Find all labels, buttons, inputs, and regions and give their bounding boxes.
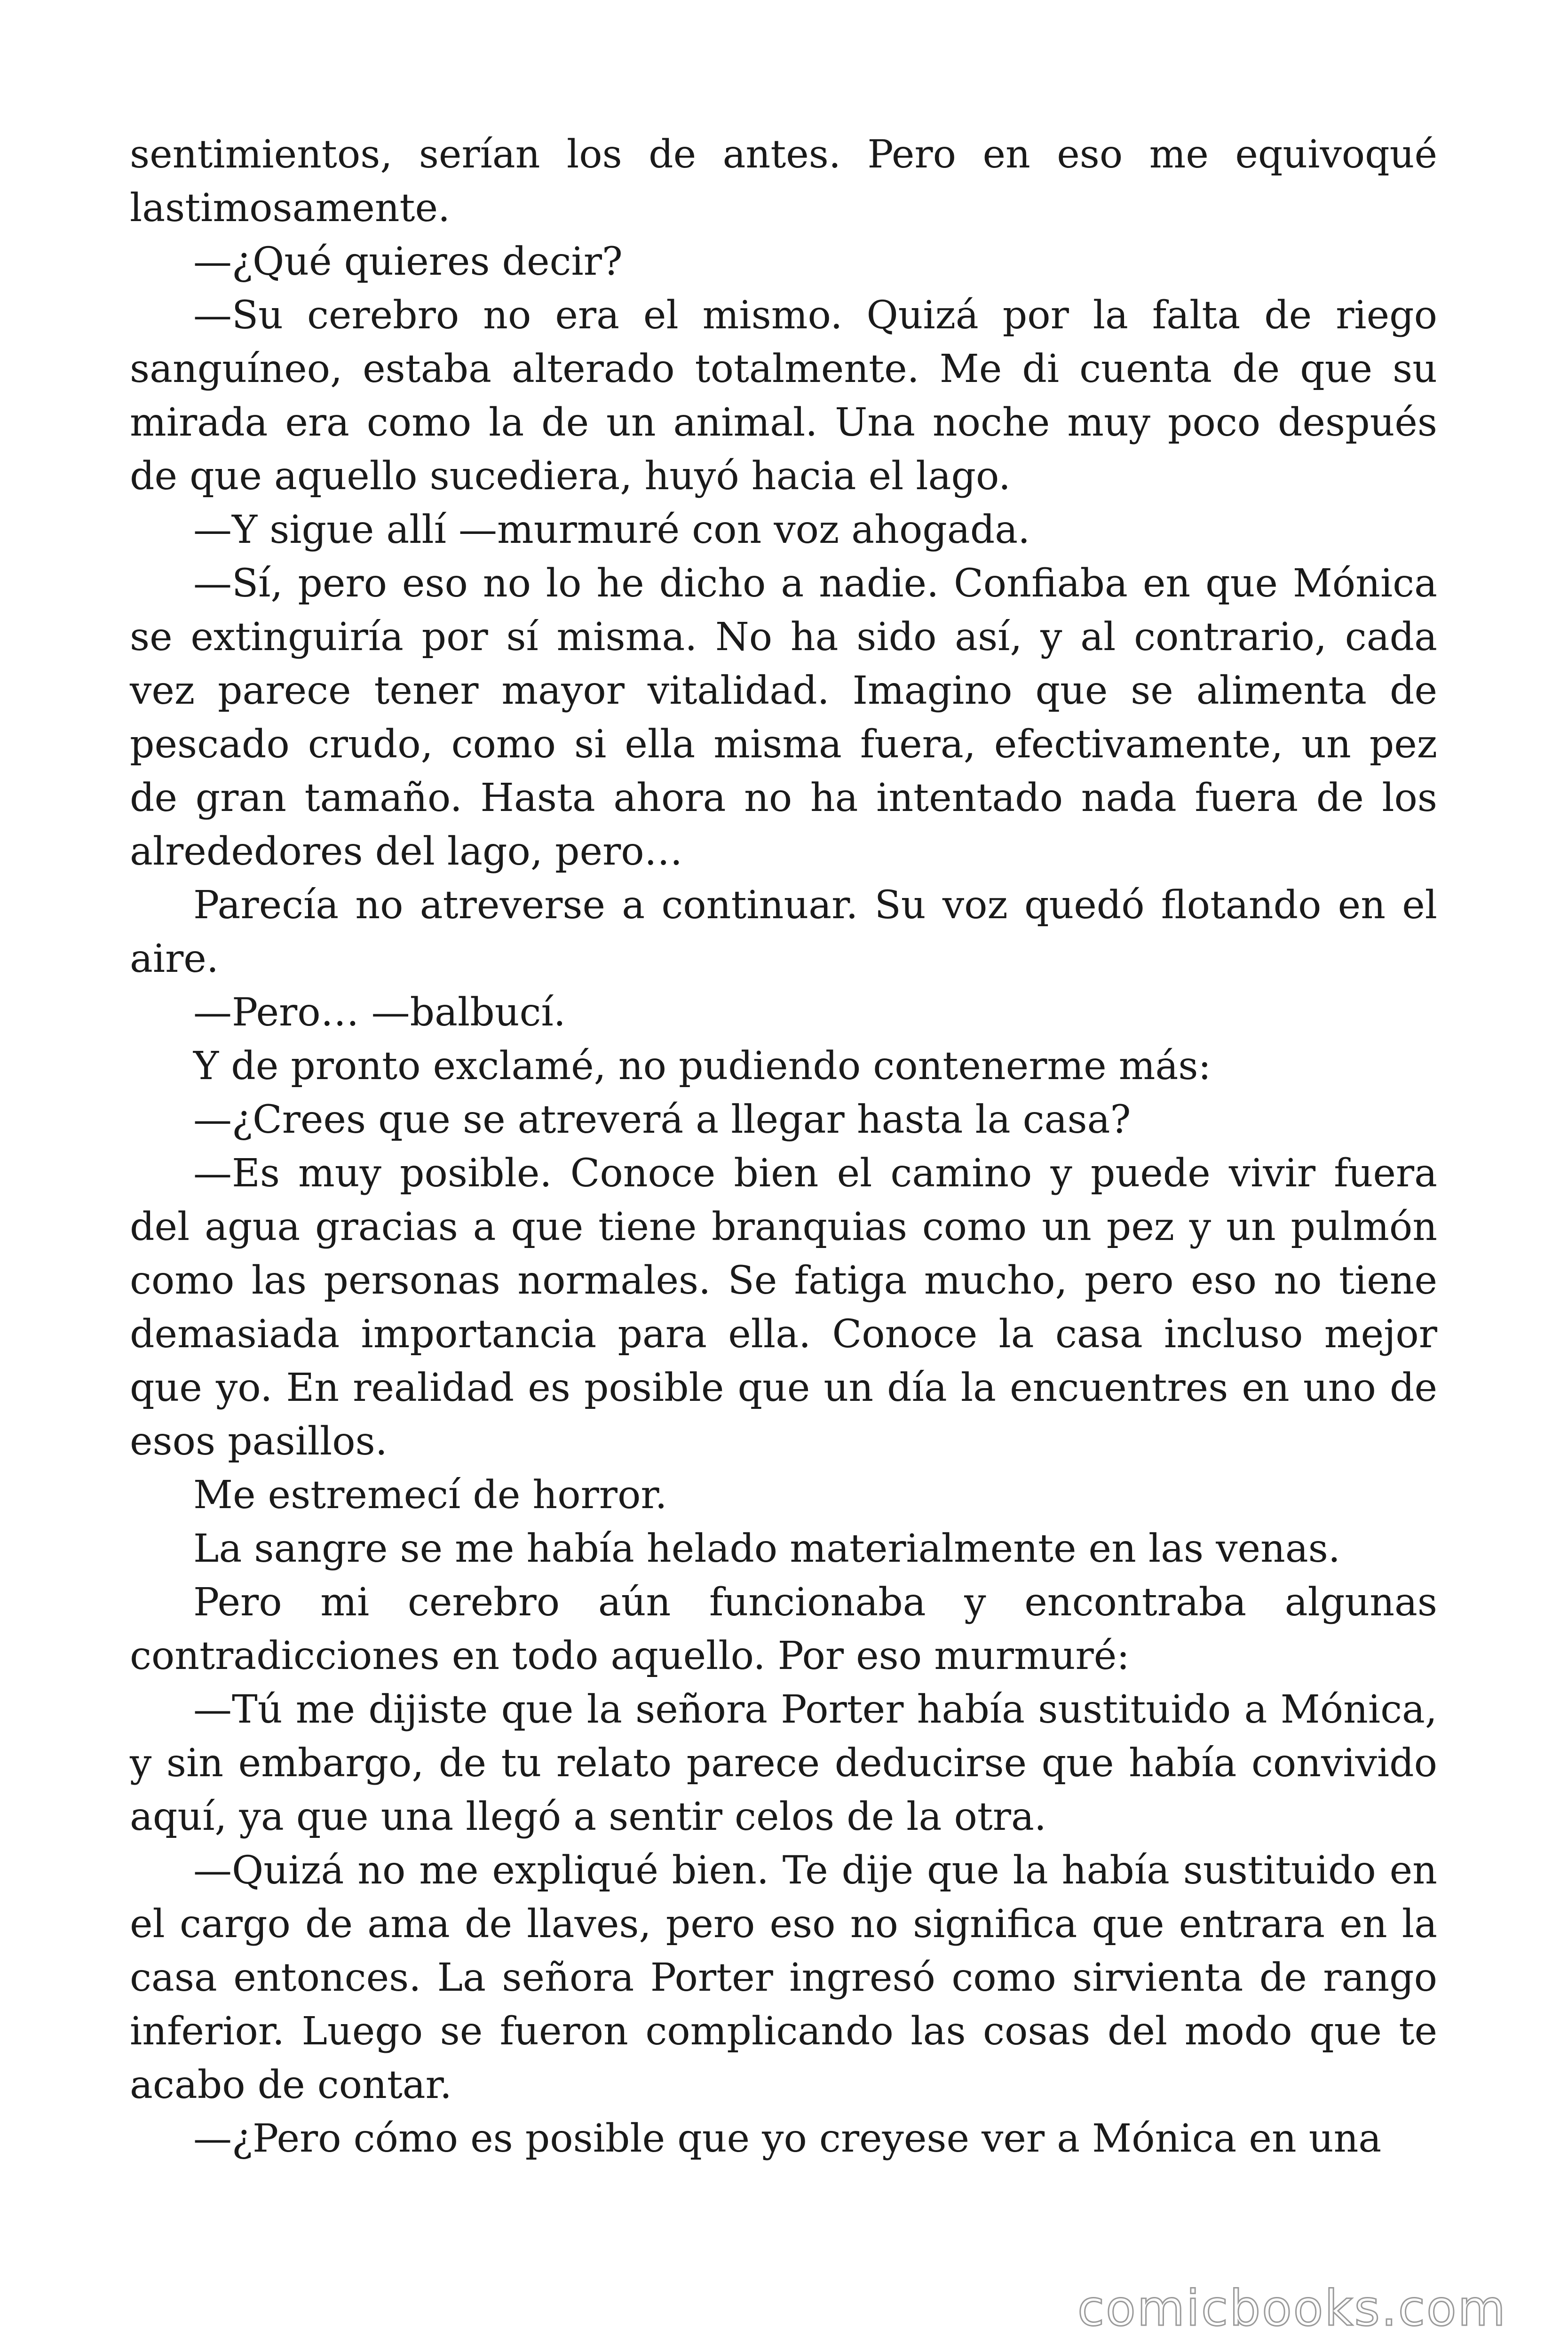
paragraph: —Es muy posible. Conoce bien el camino y puede vivir fuera del agua gracias a que tiene branquias como un pez y un pulmón como las personas normales. Se fatiga mucho, pero eso no tiene demasiada importancia para ella. Conoce la casa incluso mejor que yo. En realidad es posible que un día la encuentres en uno de esos pasillos. [130, 1151, 1437, 1464]
page-text [130, 128, 1437, 2166]
paragraph: —Tú me dijiste que la señora Porter había sustituido a Mónica, y sin embargo, de tu relato parece deducirse que había convivido aquí, ya que una llegó a sentir celos de la otra. [130, 1687, 1437, 1839]
paragraph: —Quizá no me expliqué bien. Te dije que la había sustituido en el cargo de ama de llaves, pero eso no significa que entrara en la casa entonces. La señora Porter ingresó como sirvienta de rango inferior. Luego se fueron complicando las cosas del modo que te acabo de contar. [130, 1848, 1437, 2107]
paragraph: Pero mi cerebro aún funcionaba y encontraba algunas contradicciones en todo aquello. Por eso murmuré: [130, 1580, 1437, 1678]
paragraph: —Y sigue allí —murmuré con voz ahogada. [193, 508, 1030, 552]
paragraph: La sangre se me había helado materialmente en las venas. [193, 1526, 1340, 1571]
paragraph: —Sí, pero eso no lo he dicho a nadie. Confiaba en que Mónica se extinguiría por sí misma. No ha sido así, y al contrario, cada vez parece tener mayor vitalidad. Imagino que se alimenta de pescado crudo, como si ella misma fuera, efectivamente, un pez de gran tamaño. Hasta ahora no ha intentado nada fuera de los alrededores del lago, pero… [130, 561, 1437, 874]
paragraph: —¿Qué quieres decir? [193, 239, 623, 284]
watermark: comicbooks.com [1077, 2280, 1507, 2337]
paragraph: Parecía no atreverse a continuar. Su voz quedó flotando en el aire. [130, 883, 1437, 981]
paragraph: Y de pronto exclamé, no pudiendo contenerme más: [193, 1044, 1212, 1089]
paragraph: —¿Pero cómo es posible que yo creyese ver a Mónica en una [193, 2116, 1382, 2161]
paragraph: —Su cerebro no era el mismo. Quizá por la falta de riego sanguíneo, estaba alterado totalmente. Me di cuenta de que su mirada era como la de un animal. Una noche muy poco después de que aquello sucediera, huyó hacia el lago. [130, 293, 1437, 499]
paragraph: —¿Crees que se atreverá a llegar hasta la casa? [193, 1097, 1131, 1142]
paragraph: Me estremecí de horror. [193, 1473, 667, 1518]
paragraph: sentimientos, serían los de antes. Pero en eso me equivoqué lastimosamente. [130, 132, 1437, 230]
paragraph: —Pero… —balbucí. [193, 990, 566, 1035]
